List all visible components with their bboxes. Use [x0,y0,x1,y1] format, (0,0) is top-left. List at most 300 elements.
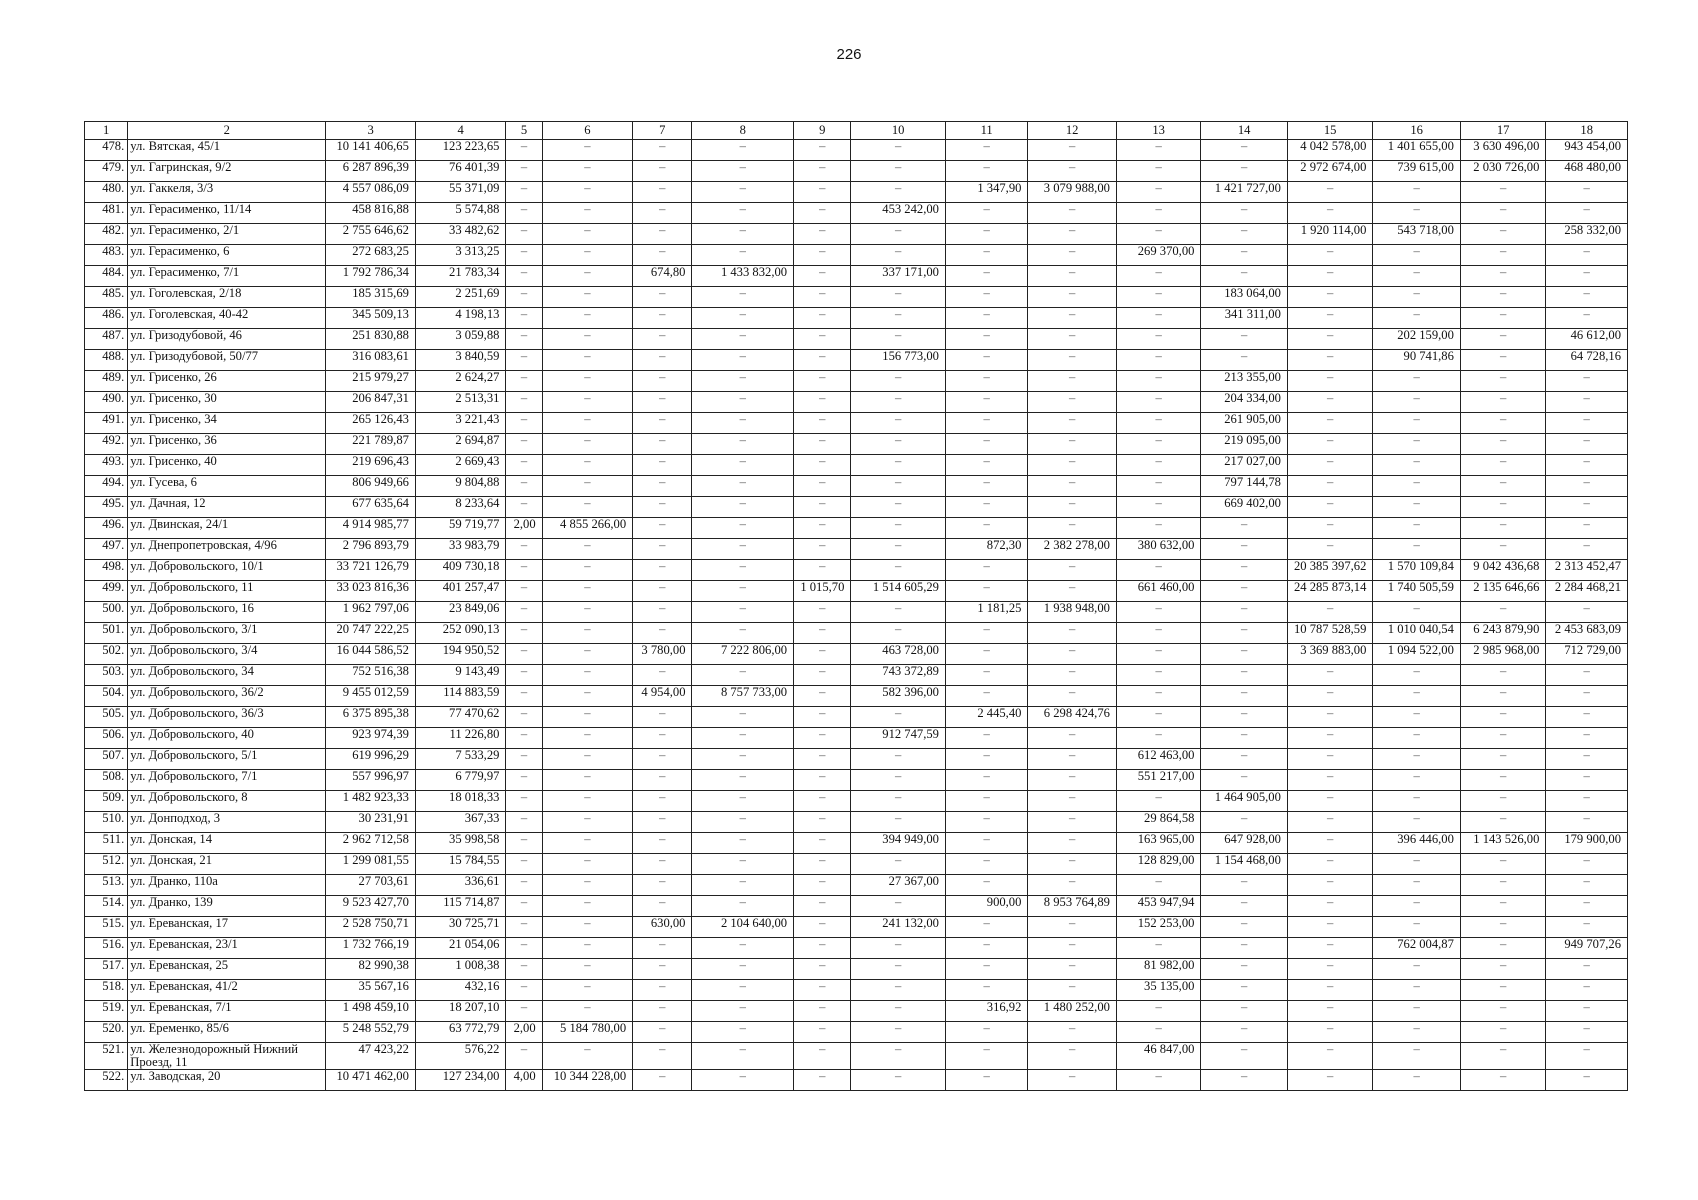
amount-cell-col-6: – [542,224,633,245]
amount-cell-col-8: 7 222 806,00 [692,644,794,665]
address-cell: ул. Дачная, 12 [128,497,326,518]
amount-cell-col-11: 872,30 [945,539,1027,560]
amount-cell-col-8: – [692,896,794,917]
amount-cell-col-16: 1 740 505,59 [1373,581,1461,602]
amount-cell-col-16: – [1373,707,1461,728]
amount-cell-col-13: – [1116,476,1200,497]
amount-cell-col-17: – [1460,896,1545,917]
table-row [85,959,1628,980]
table-row [85,728,1628,749]
amount-cell-col-3: 9 455 012,59 [326,686,416,707]
address-cell: ул. Добровольского, 36/2 [128,686,326,707]
amount-cell-col-15: – [1287,896,1372,917]
amount-cell-col-7: – [633,518,692,539]
amount-cell-col-13: – [1116,602,1200,623]
amount-cell-col-17: – [1460,1001,1545,1022]
amount-cell-col-13: 152 253,00 [1116,917,1200,938]
amount-cell-col-10: – [851,434,946,455]
address-cell: ул. Добровольского, 40 [128,728,326,749]
amount-cell-col-13: – [1116,287,1200,308]
amount-cell-col-16: – [1373,749,1461,770]
amount-cell-col-5: – [506,980,542,1001]
amount-cell-col-14: – [1201,1070,1288,1091]
amount-cell-col-16: 90 741,86 [1373,350,1461,371]
amount-cell-col-8: – [692,350,794,371]
amount-cell-col-8: 2 104 640,00 [692,917,794,938]
row-number-cell: 491. [85,413,128,434]
address-cell: ул. Добровольского, 11 [128,581,326,602]
amount-cell-col-13: 163 965,00 [1116,833,1200,854]
amount-cell-col-18: 2 453 683,09 [1546,623,1628,644]
amount-cell-col-7: – [633,602,692,623]
amount-cell-col-11: – [945,1070,1027,1091]
address-cell: ул. Железнодорожный Нижний Проезд, 11 [128,1043,326,1070]
amount-cell-col-5: – [506,728,542,749]
amount-cell-col-4: 2 513,31 [415,392,506,413]
amount-cell-col-7: – [633,539,692,560]
amount-cell-col-6: – [542,833,633,854]
table-row [85,917,1628,938]
amount-cell-col-14: 1 464 905,00 [1201,791,1288,812]
amount-cell-col-10: – [851,749,946,770]
row-number-cell: 519. [85,1001,128,1022]
amount-cell-col-17: – [1460,854,1545,875]
row-number-cell: 494. [85,476,128,497]
amount-cell-col-8: – [692,875,794,896]
amount-cell-col-7: – [633,287,692,308]
amount-cell-col-6: – [542,476,633,497]
amount-cell-col-5: – [506,539,542,560]
amount-cell-col-18: – [1546,392,1628,413]
amount-cell-col-10: – [851,413,946,434]
address-cell: ул. Добровольского, 8 [128,791,326,812]
amount-cell-col-3: 33 721 126,79 [326,560,416,581]
row-number-cell: 480. [85,182,128,203]
amount-cell-col-10: 337 171,00 [851,266,946,287]
amount-cell-col-9: – [794,707,851,728]
amount-cell-col-17: – [1460,434,1545,455]
amount-cell-col-15: – [1287,1043,1372,1070]
amount-cell-col-17: – [1460,707,1545,728]
amount-cell-col-3: 557 996,97 [326,770,416,791]
amount-cell-col-9: – [794,770,851,791]
amount-cell-col-17: 6 243 879,90 [1460,623,1545,644]
row-number-cell: 495. [85,497,128,518]
amount-cell-col-18: – [1546,959,1628,980]
amount-cell-col-13: 81 982,00 [1116,959,1200,980]
amount-cell-col-18: – [1546,434,1628,455]
amount-cell-col-18: – [1546,266,1628,287]
amount-cell-col-10: – [851,791,946,812]
amount-cell-col-6: – [542,665,633,686]
amount-cell-col-8: – [692,707,794,728]
amount-cell-col-12: – [1028,161,1117,182]
amount-cell-col-10: 27 367,00 [851,875,946,896]
address-cell: ул. Дранко, 139 [128,896,326,917]
row-number-cell: 481. [85,203,128,224]
amount-cell-col-12: – [1028,1070,1117,1091]
amount-cell-col-3: 5 248 552,79 [326,1022,416,1043]
amount-cell-col-4: 23 849,06 [415,602,506,623]
amount-cell-col-18: – [1546,476,1628,497]
amount-cell-col-9: – [794,308,851,329]
amount-cell-col-15: – [1287,308,1372,329]
amount-cell-col-5: – [506,644,542,665]
column-header-2: 2 [128,122,326,140]
address-cell: ул. Ереванская, 7/1 [128,1001,326,1022]
amount-cell-col-13: – [1116,518,1200,539]
amount-cell-col-12: – [1028,518,1117,539]
amount-cell-col-14: – [1201,245,1288,266]
amount-cell-col-14: – [1201,518,1288,539]
amount-cell-col-14: 217 027,00 [1201,455,1288,476]
amount-cell-col-14: 669 402,00 [1201,497,1288,518]
amount-cell-col-14: – [1201,1043,1288,1070]
amount-cell-col-15: – [1287,1070,1372,1091]
amount-cell-col-13: – [1116,329,1200,350]
column-header-1: 1 [85,122,128,140]
amount-cell-col-13: – [1116,308,1200,329]
amount-cell-col-7: – [633,476,692,497]
amount-cell-col-18: – [1546,203,1628,224]
amount-cell-col-12: – [1028,350,1117,371]
column-header-5: 5 [506,122,542,140]
amount-cell-col-17: – [1460,476,1545,497]
amount-cell-col-14: – [1201,728,1288,749]
amount-cell-col-3: 2 796 893,79 [326,539,416,560]
amount-cell-col-8: 1 433 832,00 [692,266,794,287]
amount-cell-col-12: 2 382 278,00 [1028,539,1117,560]
amount-cell-col-12: – [1028,329,1117,350]
amount-cell-col-5: – [506,686,542,707]
amount-cell-col-17: – [1460,329,1545,350]
amount-cell-col-5: – [506,161,542,182]
row-number-cell: 507. [85,749,128,770]
amount-cell-col-11: – [945,854,1027,875]
amount-cell-col-7: 630,00 [633,917,692,938]
table-row [85,938,1628,959]
amount-cell-col-4: 35 998,58 [415,833,506,854]
address-cell: ул. Грисенко, 30 [128,392,326,413]
row-number-cell: 502. [85,644,128,665]
amount-cell-col-14: 1 421 727,00 [1201,182,1288,203]
amount-cell-col-10: – [851,812,946,833]
table-row [85,308,1628,329]
amount-cell-col-15: – [1287,497,1372,518]
amount-cell-col-15: – [1287,602,1372,623]
amount-cell-col-7: – [633,224,692,245]
amount-cell-col-16: – [1373,182,1461,203]
amount-cell-col-5: – [506,182,542,203]
amount-cell-col-3: 345 509,13 [326,308,416,329]
amount-cell-col-16: 543 718,00 [1373,224,1461,245]
row-number-cell: 486. [85,308,128,329]
amount-cell-col-11: – [945,959,1027,980]
amount-cell-col-16: – [1373,287,1461,308]
amount-cell-col-9: – [794,413,851,434]
amount-cell-col-16: – [1373,896,1461,917]
address-cell: ул. Вятская, 45/1 [128,140,326,161]
amount-cell-col-7: – [633,896,692,917]
amount-cell-col-8: – [692,371,794,392]
amount-cell-col-12: – [1028,413,1117,434]
amount-cell-col-7: 3 780,00 [633,644,692,665]
amount-cell-col-13: 269 370,00 [1116,245,1200,266]
amount-cell-col-14: – [1201,350,1288,371]
amount-cell-col-7: – [633,854,692,875]
amount-cell-col-17: – [1460,602,1545,623]
amount-cell-col-6: – [542,854,633,875]
amount-cell-col-14: 213 355,00 [1201,371,1288,392]
amount-cell-col-11: – [945,749,1027,770]
amount-cell-col-14: – [1201,770,1288,791]
amount-cell-col-15: – [1287,728,1372,749]
amount-cell-col-17: – [1460,686,1545,707]
amount-cell-col-4: 252 090,13 [415,623,506,644]
table-row [85,707,1628,728]
amount-cell-col-7: – [633,413,692,434]
amount-cell-col-12: – [1028,791,1117,812]
table-row [85,833,1628,854]
amount-cell-col-8: – [692,770,794,791]
amount-cell-col-5: – [506,812,542,833]
amount-cell-col-5: – [506,350,542,371]
address-cell: ул. Двинская, 24/1 [128,518,326,539]
amount-cell-col-11: – [945,938,1027,959]
amount-cell-col-18: – [1546,1001,1628,1022]
amount-cell-col-18: 712 729,00 [1546,644,1628,665]
amount-cell-col-10: – [851,518,946,539]
amount-cell-col-7: – [633,203,692,224]
amount-cell-col-16: – [1373,1001,1461,1022]
amount-cell-col-12: – [1028,371,1117,392]
amount-cell-col-4: 77 470,62 [415,707,506,728]
amount-cell-col-16: – [1373,392,1461,413]
amount-cell-col-13: 46 847,00 [1116,1043,1200,1070]
amount-cell-col-12: – [1028,560,1117,581]
amount-cell-col-11: 2 445,40 [945,707,1027,728]
amount-cell-col-14: – [1201,224,1288,245]
amount-cell-col-15: – [1287,749,1372,770]
amount-cell-col-12: – [1028,266,1117,287]
amount-cell-col-15: – [1287,476,1372,497]
amount-cell-col-12: – [1028,938,1117,959]
amount-cell-col-12: – [1028,203,1117,224]
amount-cell-col-4: 2 669,43 [415,455,506,476]
amount-cell-col-13: – [1116,455,1200,476]
amount-cell-col-8: – [692,182,794,203]
amount-cell-col-17: – [1460,917,1545,938]
amount-cell-col-10: – [851,455,946,476]
amount-cell-col-9: – [794,455,851,476]
amount-cell-col-12: – [1028,686,1117,707]
amount-cell-col-8: – [692,665,794,686]
amount-cell-col-7: – [633,329,692,350]
amount-cell-col-13: 35 135,00 [1116,980,1200,1001]
table-row [85,686,1628,707]
amount-cell-col-7: 674,80 [633,266,692,287]
column-header-10: 10 [851,122,946,140]
amount-cell-col-13: – [1116,140,1200,161]
amount-cell-col-16: – [1373,371,1461,392]
address-cell: ул. Еременко, 85/6 [128,1022,326,1043]
amount-cell-col-12: – [1028,581,1117,602]
amount-cell-col-11: – [945,371,1027,392]
amount-cell-col-10: – [851,1001,946,1022]
amount-cell-col-18: 468 480,00 [1546,161,1628,182]
amount-cell-col-18: – [1546,182,1628,203]
amount-cell-col-12: – [1028,728,1117,749]
row-number-cell: 505. [85,707,128,728]
amount-cell-col-4: 2 251,69 [415,287,506,308]
amount-cell-col-6: – [542,371,633,392]
amount-cell-col-6: – [542,413,633,434]
address-cell: ул. Добровольского, 3/1 [128,623,326,644]
amount-cell-col-9: – [794,560,851,581]
amount-cell-col-17: – [1460,350,1545,371]
amount-cell-col-7: – [633,1070,692,1091]
address-cell: ул. Донподход, 3 [128,812,326,833]
amount-cell-col-3: 219 696,43 [326,455,416,476]
table-row [85,644,1628,665]
amount-cell-col-17: – [1460,980,1545,1001]
amount-cell-col-11: – [945,665,1027,686]
amount-cell-col-5: – [506,329,542,350]
address-cell: ул. Гагринская, 9/2 [128,161,326,182]
amount-cell-col-15: – [1287,539,1372,560]
amount-cell-col-3: 20 747 222,25 [326,623,416,644]
amount-cell-col-9: – [794,791,851,812]
table-row [85,980,1628,1001]
amount-cell-col-12: – [1028,308,1117,329]
amount-cell-col-16: – [1373,497,1461,518]
amount-cell-col-17: – [1460,224,1545,245]
amount-cell-col-11: – [945,770,1027,791]
amount-cell-col-10: – [851,959,946,980]
amount-cell-col-5: 2,00 [506,1022,542,1043]
amount-cell-col-11: – [945,497,1027,518]
amount-cell-col-9: – [794,959,851,980]
amount-cell-col-6: 5 184 780,00 [542,1022,633,1043]
amount-cell-col-9: – [794,371,851,392]
amount-cell-col-10: – [851,287,946,308]
address-cell: ул. Грисенко, 26 [128,371,326,392]
amount-cell-col-10: 912 747,59 [851,728,946,749]
address-cell: ул. Донская, 21 [128,854,326,875]
amount-cell-col-9: – [794,434,851,455]
row-number-cell: 514. [85,896,128,917]
amount-cell-col-15: – [1287,938,1372,959]
amount-cell-col-16: – [1373,308,1461,329]
amount-cell-col-6: – [542,896,633,917]
amount-cell-col-5: – [506,938,542,959]
amount-cell-col-8: – [692,161,794,182]
amount-cell-col-16: – [1373,455,1461,476]
amount-cell-col-15: – [1287,833,1372,854]
amount-cell-col-18: 949 707,26 [1546,938,1628,959]
amount-cell-col-13: – [1116,665,1200,686]
column-header-15: 15 [1287,122,1372,140]
amount-cell-col-3: 1 792 786,34 [326,266,416,287]
amount-cell-col-16: 396 446,00 [1373,833,1461,854]
amount-cell-col-3: 2 528 750,71 [326,917,416,938]
amount-cell-col-4: 123 223,65 [415,140,506,161]
row-number-cell: 493. [85,455,128,476]
amount-cell-col-7: – [633,1043,692,1070]
amount-cell-col-8: – [692,455,794,476]
amount-cell-col-15: – [1287,518,1372,539]
amount-cell-col-10: – [851,1070,946,1091]
address-cell: ул. Добровольского, 16 [128,602,326,623]
amount-cell-col-6: – [542,287,633,308]
table-row [85,791,1628,812]
table-row [85,518,1628,539]
amount-cell-col-6: – [542,203,633,224]
amount-cell-col-15: – [1287,770,1372,791]
amount-cell-col-17: – [1460,875,1545,896]
amount-cell-col-3: 185 315,69 [326,287,416,308]
amount-cell-col-3: 923 974,39 [326,728,416,749]
amount-cell-col-8: – [692,833,794,854]
amount-cell-col-13: – [1116,560,1200,581]
amount-cell-col-7: – [633,140,692,161]
amount-cell-col-8: – [692,434,794,455]
amount-cell-col-14: – [1201,749,1288,770]
row-number-cell: 489. [85,371,128,392]
amount-cell-col-18: – [1546,770,1628,791]
amount-cell-col-6: – [542,560,633,581]
amount-cell-col-8: – [692,413,794,434]
amount-cell-col-10: – [851,854,946,875]
amount-cell-col-8: – [692,791,794,812]
amount-cell-col-5: – [506,749,542,770]
amount-cell-col-9: – [794,329,851,350]
address-cell: ул. Гаккеля, 3/3 [128,182,326,203]
amount-cell-col-17: – [1460,182,1545,203]
amount-cell-col-6: – [542,455,633,476]
amount-cell-col-11: – [945,644,1027,665]
amount-cell-col-7: 4 954,00 [633,686,692,707]
amount-cell-col-12: – [1028,749,1117,770]
amount-cell-col-8: – [692,1001,794,1022]
amount-cell-col-13: – [1116,224,1200,245]
amount-cell-col-16: – [1373,413,1461,434]
amount-cell-col-18: – [1546,812,1628,833]
amount-cell-col-8: – [692,224,794,245]
amount-cell-col-4: 194 950,52 [415,644,506,665]
amount-cell-col-7: – [633,182,692,203]
row-number-cell: 520. [85,1022,128,1043]
amount-cell-col-8: – [692,392,794,413]
amount-cell-col-3: 677 635,64 [326,497,416,518]
amount-cell-col-12: – [1028,245,1117,266]
amount-cell-col-16: – [1373,518,1461,539]
amount-cell-col-6: – [542,959,633,980]
address-cell: ул. Герасименко, 7/1 [128,266,326,287]
amount-cell-col-14: – [1201,686,1288,707]
amount-cell-col-15: – [1287,371,1372,392]
amount-cell-col-3: 9 523 427,70 [326,896,416,917]
amount-cell-col-9: – [794,182,851,203]
address-cell: ул. Гризодубовой, 46 [128,329,326,350]
address-cell: ул. Грисенко, 34 [128,413,326,434]
row-number-cell: 496. [85,518,128,539]
amount-cell-col-15: – [1287,665,1372,686]
amount-cell-col-13: – [1116,392,1200,413]
amount-cell-col-18: – [1546,749,1628,770]
amount-cell-col-16: – [1373,770,1461,791]
amount-cell-col-7: – [633,434,692,455]
